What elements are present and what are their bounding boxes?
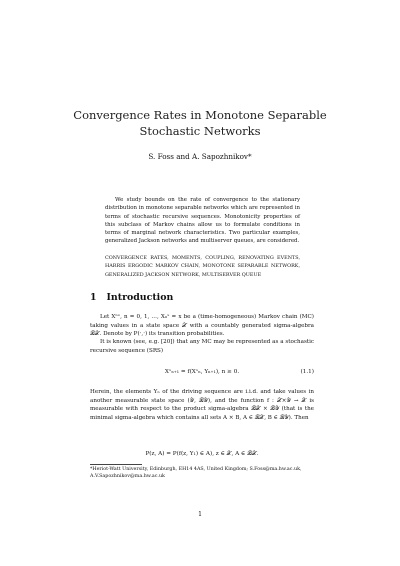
abstract-text: We study bounds on the rate of convergence to the stationary distribution in monotone separable networks which are represented in terms of stochastic recursive sequences. Monotonicity properties of this subclass of Markov chains allow us to formulate conditions in terms of marginal network characteristics. Two particular examples, generalized Jackson networks and multiserver queues, are considered. xyxy=(105,197,300,245)
section-title: Introduction xyxy=(106,292,174,303)
paper-title: Convergence Rates in Monotone Separable Stochastic Networks xyxy=(73,108,327,138)
body-paragraph-1: Let Xⁿˣ, n = 0, 1, …, X₀ˣ = x be a (time-homogeneous) Markov chain (MC) taking values in a state space 𝒳 with a countably generated sigma-algebra ℬ𝒳. Denote by P(·,·) its transition probabilities. xyxy=(90,314,314,338)
body-paragraph-2: It is known (see, e.g. [20]) that any MC may be represented as a stochastic recursive sequence (SRS) xyxy=(90,339,314,354)
equation-number: (1.1) xyxy=(300,369,314,375)
author-footnote: *Heriot-Watt University, Edinburgh, EH14 4AS, United Kingdom; S.Foss@ma.hw.ac.uk, A.V.Sapozhnikov@ma.hw.ac.uk xyxy=(90,467,302,480)
footnote-rule xyxy=(90,464,142,465)
section-heading xyxy=(90,292,173,303)
keywords: CONVERGENCE RATES, MOMENTS, COUPLING, RENOVATING EVENTS, HARRIS ERGODIC MARKOV CHAIN, MONOTONE SEPARABLE NETWORK, GENERALIZED JACKSON NETWORK, MULTISERVER QUEUE xyxy=(105,255,300,278)
equation-2-body: P(z, A) = P(f(z, Y₁) ∈ A), z ∈ 𝒳, A ∈ ℬ𝒳. xyxy=(145,451,259,457)
page-number: 1 xyxy=(198,511,202,518)
authors: S. Foss and A. Sapozhnikov* xyxy=(148,152,252,161)
section-number: 1 xyxy=(90,292,97,303)
equation-1-1-body: Xˣₙ₊₁ = f(Xˣₙ, Yₙ₊₁), n ≥ 0. xyxy=(164,369,240,375)
body-paragraph-3: Herein, the elements Yₙ of the driving sequence are i.i.d. and take values in another measurable state space (𝒴, ℬ𝒴), and the function f : 𝒳×𝒴 → 𝒳 is measurable with respect to the product sigma-algebra ℬ𝒳 × ℬ𝒴 (that is the minimal sigma-algebra which contains all sets A × B, A ∈ ℬ𝒳, B ∈ ℬ𝒴). Then xyxy=(90,389,314,422)
